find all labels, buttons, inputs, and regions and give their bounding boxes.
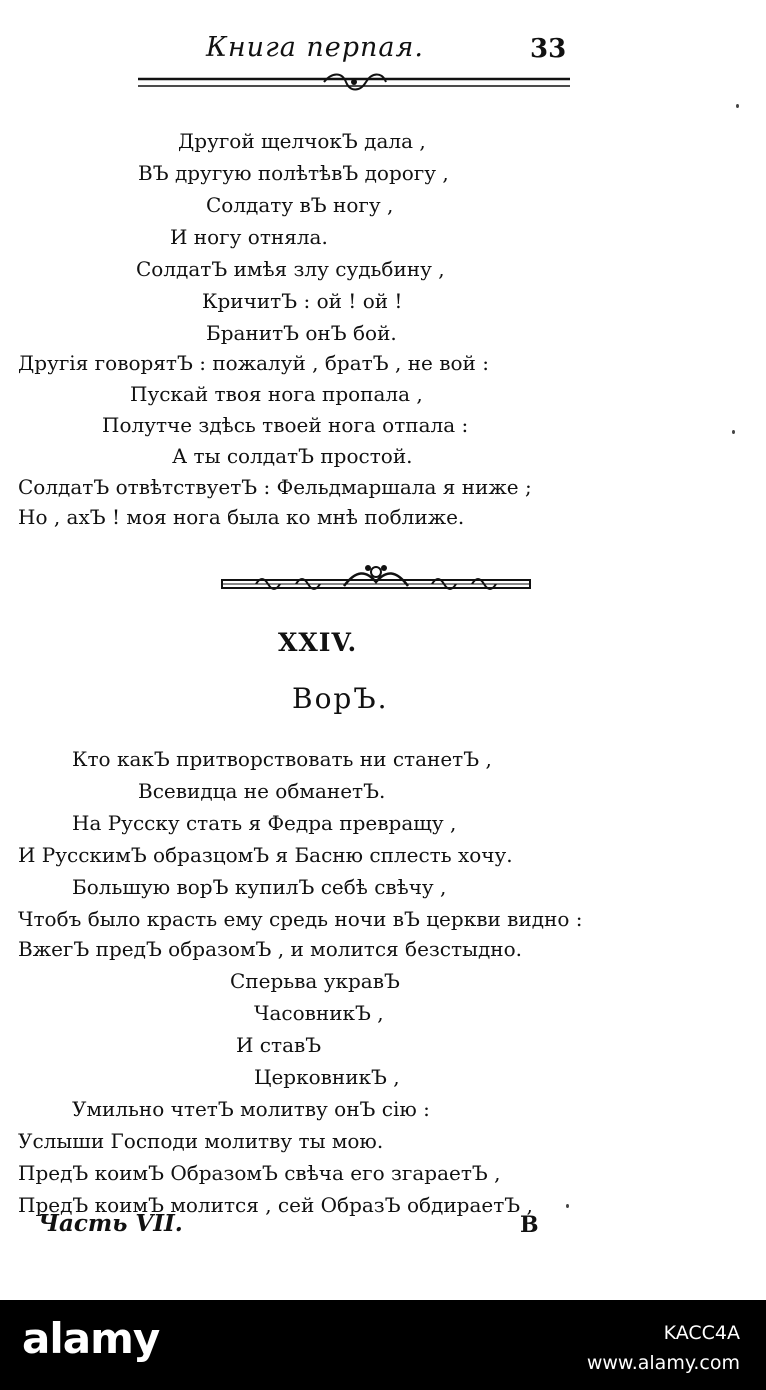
verse-line: Услыши Господи молитву ты мою. (18, 1129, 384, 1153)
verse-line: И РусскимЪ образцомЪ я Басню сплесть хочу. (18, 843, 513, 867)
watermark-logo: alamy (22, 1314, 160, 1363)
section-number: XXIV. (278, 628, 358, 657)
verse-line: А ты солдатЪ простой. (172, 444, 413, 468)
running-head-title: Книга перпая. (206, 32, 424, 63)
print-speck (732, 430, 735, 434)
verse-line: СолдатЪ имѣя злу судьбину , (136, 257, 445, 281)
verse-line: ВжегЪ предЪ образомЪ , и молится безстыдно. (18, 937, 523, 961)
verse-line: ЧасовникЪ , (254, 1001, 384, 1025)
verse-line: ЦерковникЪ , (254, 1065, 400, 1089)
verse-line: Умильно чтетЪ молитву онЪ сію : (72, 1097, 430, 1121)
verse-line: КричитЪ : ой ! ой ! (202, 289, 403, 313)
verse-line: И ногу отняла. (170, 225, 328, 249)
verse-line: Большую ворЪ купилЪ себѣ свѣчу , (72, 875, 447, 899)
watermark-url: www.alamy.com (586, 1352, 740, 1374)
verse-line: На Русску стать я Федра превращу , (72, 811, 457, 835)
verse-line: Полутче здѣсь твоей нога отпала : (102, 413, 469, 437)
verse-line: Пускай твоя нога пропала , (130, 382, 423, 406)
print-speck (566, 1204, 569, 1208)
verse-line: Но , ахЪ ! моя нога была ко мнѣ поближе. (18, 505, 465, 529)
signature-part: Часть VII. (38, 1210, 183, 1237)
running-head (0, 32, 766, 72)
verse-line: Солдату вЪ ногу , (206, 193, 394, 217)
page-number: 33 (530, 34, 567, 64)
print-speck (736, 104, 739, 108)
verse-line: СолдатЪ отвѣтствуетЪ : Фельдмаршала я ниже ; (18, 475, 532, 499)
section-title: ВорЪ. (292, 682, 389, 715)
verse-line: ПредЪ коимЪ молится , сей ОбразЪ обдираетЪ , (18, 1193, 533, 1217)
verse-line: И ставЪ (236, 1033, 322, 1057)
verse-line: ПредЪ коимЪ ОбразомЪ свѣча его згараетЪ , (18, 1161, 501, 1185)
verse-line: ВЪ другую полѣтѣвЪ дорогу , (138, 161, 449, 185)
verse-line: Другой щелчокЪ дала , (178, 129, 426, 153)
header-rule-ornament (134, 70, 574, 100)
watermark-footer (0, 1300, 766, 1390)
section-divider-ornament (216, 560, 536, 606)
verse-line: Всевидца не обманетЪ. (138, 779, 386, 803)
verse-line: Кто какЪ притворствовать ни станетЪ , (72, 747, 492, 771)
verse-line: Сперьва укравЪ (230, 969, 400, 993)
verse-line: Чтобъ было красть ему средь ночи вЪ церкви видно : (18, 907, 583, 931)
image-id: KACC4A (663, 1322, 740, 1344)
signature-mark: В (520, 1212, 539, 1238)
verse-line: БранитЪ онЪ бой. (206, 321, 397, 345)
verse-line: Другія говорятЪ : пожалуй , братЪ , не вой : (18, 351, 489, 375)
